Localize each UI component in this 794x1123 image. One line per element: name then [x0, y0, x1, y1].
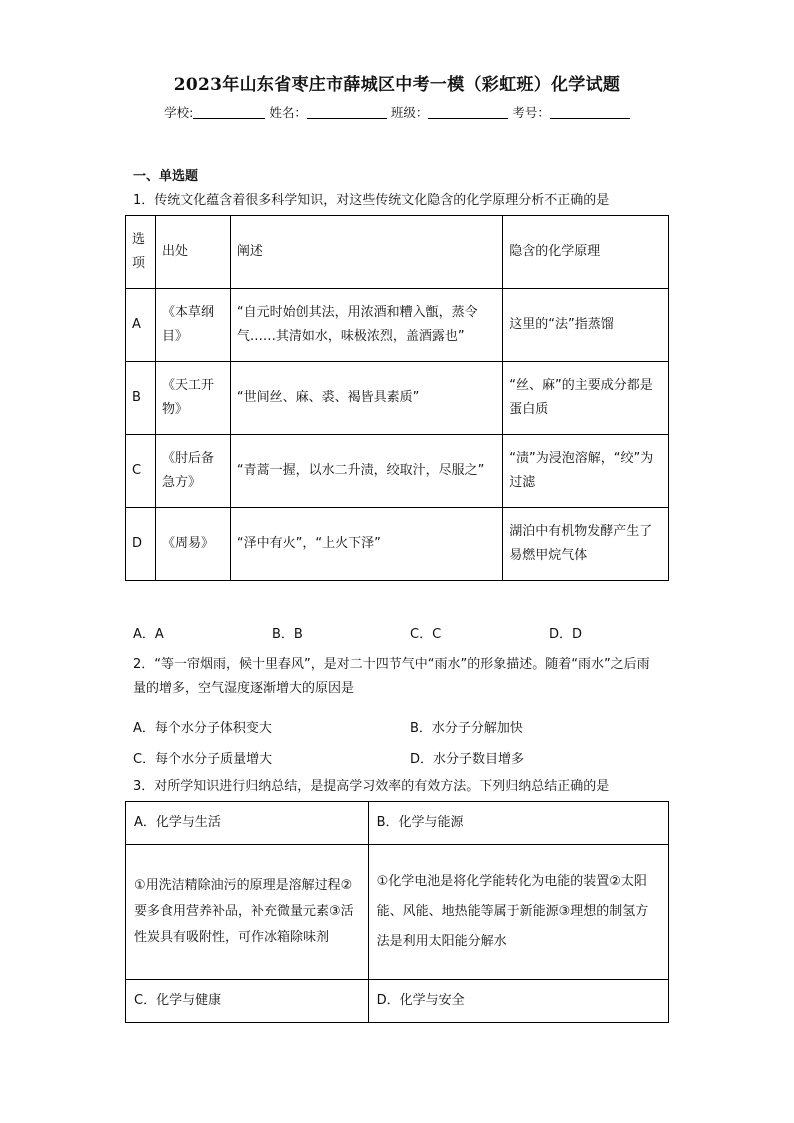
table-row	[126, 845, 669, 980]
row-principle: 这里的“法”指蒸馏	[503, 289, 669, 362]
exam-no-label: 考号：	[512, 105, 550, 120]
option-a-title[interactable]: A．化学与生活	[126, 802, 369, 845]
option-c-title[interactable]: C．化学与健康	[126, 980, 369, 1023]
choice-c[interactable]: C．每个水分子质量增大	[133, 752, 273, 767]
table-row	[126, 802, 669, 845]
choice-a[interactable]: A．每个水分子体积变大	[133, 721, 272, 736]
row-option: C	[126, 435, 156, 508]
header-option: 选项	[126, 216, 156, 289]
option-b-title[interactable]: B．化学与能源	[368, 802, 668, 845]
row-source: 《天工开物》	[155, 362, 230, 435]
name-blank[interactable]	[307, 105, 387, 119]
table-row	[126, 362, 669, 435]
choice-d[interactable]: D．D	[549, 627, 583, 642]
row-description: “泽中有火”，“上火下泽”	[230, 508, 502, 581]
row-option: D	[126, 508, 156, 581]
choice-b[interactable]: B．B	[272, 627, 303, 642]
choice-a[interactable]: A．A	[133, 627, 164, 642]
page-title: 2023年山东省枣庄市薛城区中考一模（彩虹班）化学试题	[173, 75, 621, 95]
row-description: “世间丝、麻、裘、褐皆具素质”	[230, 362, 502, 435]
class-label: 班级：	[390, 105, 429, 120]
class-blank[interactable]	[428, 105, 508, 119]
question-3-table	[125, 801, 669, 1023]
table-row	[126, 435, 669, 508]
question-1-table	[125, 215, 669, 581]
row-source: 《肘后备急方》	[155, 435, 230, 508]
school-label: 学校:	[164, 105, 194, 120]
row-source: 《本草纲目》	[155, 289, 230, 362]
section-title: 一、单选题	[133, 169, 199, 184]
school-blank[interactable]	[193, 105, 265, 119]
header-source: 出处	[155, 216, 230, 289]
row-option: A	[126, 289, 156, 362]
row-description: “自元时始创其法，用浓酒和糟入甑，蒸令气……其清如水，味极浓烈，盖酒露也”	[230, 289, 502, 362]
choice-d[interactable]: D．水分子数目增多	[410, 752, 525, 767]
question-1-stem: 1．传统文化蕴含着很多科学知识，对这些传统文化隐含的化学原理分析不正确的是	[133, 193, 610, 208]
question-3-stem: 3．对所学知识进行归纳总结，是提高学习效率的有效方法。下列归纳总结正确的是	[133, 779, 610, 794]
table-header-row	[126, 216, 669, 289]
name-label: 姓名：	[269, 105, 307, 120]
row-source: 《周易》	[155, 508, 230, 581]
table-row	[126, 980, 669, 1023]
row-description: “青蒿一握，以水二升渍，绞取汁，尽服之”	[230, 435, 502, 508]
student-info-line	[0, 103, 794, 121]
option-b-content: ①化学电池是将化学能转化为电能的装置②太阳能、风能、地热能等属于新能源③理想的制氢方法是利用太阳能分解水	[368, 845, 668, 980]
row-principle: “丝、麻”的主要成分都是蛋白质	[503, 362, 669, 435]
row-principle: “渍”为浸泡溶解，“绞”为过滤	[503, 435, 669, 508]
table-row	[126, 508, 669, 581]
row-principle: 湖泊中有机物发酵产生了易燃甲烷气体	[503, 508, 669, 581]
option-a-content: ①用洗洁精除油污的原理是溶解过程②要多食用营养补品，补充微量元素③活性炭具有吸附性，可作冰箱除味剂	[126, 845, 369, 980]
header-principle: 隐含的化学原理	[503, 216, 669, 289]
row-option: B	[126, 362, 156, 435]
question-2-stem: 2．“等一帘烟雨，候十里春风”，是对二十四节气中“雨水”的形象描述。随着“雨水”之后雨量的增多，空气湿度逐渐增大的原因是	[133, 657, 650, 696]
exam-no-blank[interactable]	[550, 105, 630, 119]
table-row	[126, 289, 669, 362]
choice-b[interactable]: B．水分子分解加快	[410, 721, 523, 736]
choice-c[interactable]: C．C	[410, 627, 442, 642]
option-d-title[interactable]: D．化学与安全	[368, 980, 668, 1023]
header-description: 阐述	[230, 216, 502, 289]
